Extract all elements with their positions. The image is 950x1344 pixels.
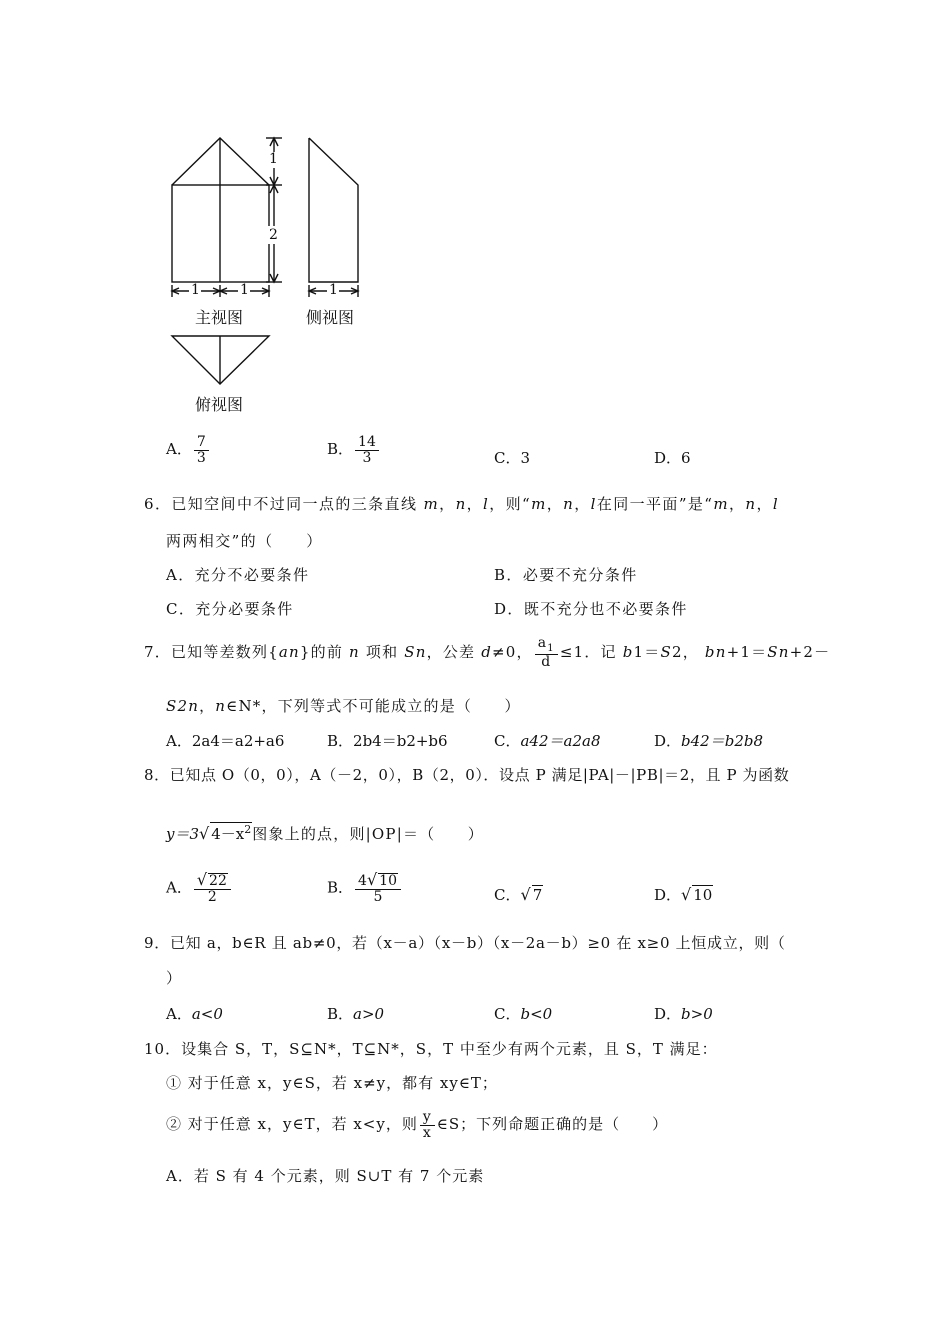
q10-condition-2 (166, 1110, 668, 1140)
stem-text: ② 对于任意 x，y∈T，若 x<y，则 (166, 1115, 418, 1134)
q5-option-d[interactable] (654, 447, 691, 468)
option-label: D． (654, 886, 682, 904)
stem-text: 在同一平面”是“ (596, 495, 714, 513)
function-prefix: y＝3 (166, 825, 200, 843)
option-label: A． (166, 732, 192, 750)
option-value: 6 (681, 449, 691, 467)
stem-text: 已知点 O（0，0），A（－2，0），B（2，0）．设点 P 满足|PA|－|PB|＝2，且 P 为函数 (169, 766, 790, 784)
var-n: n (349, 643, 360, 661)
q5-option-b[interactable] (327, 435, 381, 465)
q8-option-d[interactable] (654, 884, 713, 905)
stem-text: ≠0， (492, 643, 533, 661)
fraction: $\frac{√ 22}{2}$ (194, 872, 231, 904)
stem-text: 图象上的点，则|OP|＝（ ） (252, 825, 484, 843)
front-width-dimension (172, 285, 269, 297)
q6-option-d[interactable]: D．既不充分也不必要条件 (494, 600, 688, 618)
q7-stem-line1 (144, 636, 830, 670)
q6-stem-line2: 两两相交”的（ ） (166, 532, 323, 550)
stem-text: }的前 (299, 643, 344, 661)
sqrt-body: 10 (693, 886, 713, 904)
var-m: m (531, 495, 547, 513)
dim-label-top-height: 1 (269, 151, 278, 167)
q9-stem-line2: ） (166, 969, 182, 987)
radical-sign: √ (199, 824, 210, 843)
stem-text: 2， (671, 643, 699, 661)
q8-option-a[interactable] (166, 872, 233, 904)
q5-option-c[interactable] (494, 447, 530, 468)
front-view-label: 主视图 (195, 308, 244, 327)
q8-option-c[interactable] (494, 884, 543, 905)
option-text: a42＝a2a8 (520, 732, 601, 750)
stem-text: ≤1．记 (559, 643, 617, 661)
q7-option-a[interactable] (166, 730, 284, 751)
q6-option-a[interactable]: A．充分不必要条件 (166, 566, 310, 584)
sqrt-body: $4-x^2$ (211, 823, 252, 843)
dim-label-side-width: 1 (329, 282, 338, 298)
q6-option-c[interactable]: C．充分必要条件 (166, 600, 294, 618)
radical-sign: √ (681, 885, 692, 904)
q9-option-a[interactable] (166, 1003, 223, 1024)
option-text: a>0 (353, 1005, 385, 1023)
var-l: l (590, 495, 597, 513)
stem-text: ∈N*，下列等式不可能成立的是（ ） (226, 697, 521, 715)
option-value: 3 (520, 449, 531, 467)
front-view-drawing (172, 138, 269, 282)
q9-option-c[interactable] (494, 1003, 552, 1024)
stem-text: ∈S；下列命题正确的是（ ） (436, 1115, 669, 1134)
option-label: D． (654, 732, 682, 750)
var-l: l (772, 495, 780, 513)
var-bn: bn (704, 643, 727, 661)
comma: ， (756, 495, 773, 513)
q8-option-b[interactable] (327, 872, 403, 904)
stem-text: 设集合 S，T，S⊆N*，T⊆N*，S，T 中至少有两个元素，且 S，T 满足： (181, 1040, 718, 1058)
q10-condition-1: ① 对于任意 x，y∈S，若 x≠y，都有 xy∈T； (166, 1074, 498, 1092)
question-number: 7． (144, 643, 171, 661)
q8-stem-line1 (144, 764, 789, 785)
dim-label-front-right: 1 (240, 282, 249, 298)
var-s2n: S2n (166, 697, 200, 715)
var-l: l (483, 495, 490, 513)
question-number: 8． (144, 766, 170, 784)
stem-text: 1＝ (633, 643, 661, 661)
fraction: $\frac{14}{3}$ (355, 435, 379, 465)
option-text: 2b4＝b2+b6 (353, 732, 448, 750)
side-view-drawing (309, 138, 358, 282)
option-label: C． (494, 886, 521, 904)
three-view-figure (0, 0, 420, 420)
option-label: A． (166, 440, 192, 459)
var-n: n (455, 495, 467, 513)
side-view-label: 侧视图 (306, 308, 355, 327)
var-b: b (622, 643, 634, 661)
q7-option-b[interactable] (327, 730, 448, 751)
fraction-a1-over-d: $\frac{a_1}{d}$ (535, 636, 558, 670)
var-sn: Sn (767, 643, 790, 661)
var-d: d (481, 643, 492, 661)
dim-label-body-height: 2 (269, 227, 278, 243)
radical-sign: √ (520, 885, 531, 904)
stem-text: 已知空间中不过同一点的三条直线 (171, 495, 418, 513)
stem-text: +2－ (789, 643, 831, 661)
option-text: 2a4＝a2+a6 (191, 732, 285, 750)
q5-option-a[interactable] (166, 435, 211, 465)
option-label: B． (327, 732, 354, 750)
var-sn: Sn (404, 643, 427, 661)
dim-label-front-left: 1 (191, 282, 200, 298)
comma: ， (574, 495, 591, 513)
q7-stem-line2 (166, 695, 521, 716)
stem-text: 项和 (365, 643, 399, 661)
q10-option-a[interactable]: A．若 S 有 4 个元素，则 S∪T 有 7 个元素 (166, 1167, 485, 1185)
fraction-y-over-x: $\frac{y}{x}$ (420, 1110, 435, 1140)
option-text: b42＝b2b8 (681, 732, 764, 750)
top-view-drawing (172, 336, 269, 384)
q9-option-d[interactable] (654, 1003, 713, 1024)
option-label: B． (327, 440, 354, 459)
q8-stem-line2 (166, 822, 484, 844)
option-label: D． (654, 449, 682, 467)
option-label: B． (327, 1005, 354, 1023)
fraction: $\frac{4√ 10}{5}$ (355, 872, 401, 904)
question-number: 9． (144, 934, 170, 952)
option-label: A． (166, 878, 192, 897)
stem-text: ，则“ (489, 495, 532, 513)
question-number: 10． (144, 1040, 182, 1058)
var-an: an (278, 643, 300, 661)
question-number: 6． (144, 495, 172, 513)
var-n: n (215, 697, 227, 715)
q6-stem-line1 (144, 493, 779, 514)
option-label: C． (494, 732, 521, 750)
option-label: D． (654, 1005, 682, 1023)
option-text: b<0 (520, 1005, 553, 1023)
option-label: A． (166, 1005, 192, 1023)
q6-option-b[interactable]: B．必要不充分条件 (494, 566, 638, 584)
var-m: m (423, 495, 440, 513)
option-label: C． (494, 449, 521, 467)
var-s: S (660, 643, 672, 661)
comma: ， (728, 495, 746, 513)
q9-option-b[interactable] (327, 1003, 384, 1024)
comma: ， (546, 495, 564, 513)
stem-text: +1＝ (726, 643, 768, 661)
stem-text: ，公差 (426, 643, 476, 661)
stem-text: 已知等差数列{ (170, 643, 279, 661)
stem-text: 已知 a，b∈R 且 ab≠0，若（x－a）（x－b）（x－2a－b）≥0 在 x≥0 上恒成立，则（ (169, 934, 786, 952)
var-n: n (563, 495, 575, 513)
var-m: m (713, 495, 729, 513)
var-n: n (745, 495, 757, 513)
q10-stem-line1 (144, 1038, 718, 1059)
option-label: B． (327, 878, 354, 897)
q9-stem-line1 (144, 932, 786, 953)
stem-text: ， (199, 697, 216, 715)
comma: ， (439, 495, 456, 513)
option-label: C． (494, 1005, 521, 1023)
fraction: $\frac{7}{3}$ (194, 435, 209, 465)
comma: ， (466, 495, 484, 513)
sqrt-body: 7 (532, 886, 543, 904)
top-view-label: 俯视图 (195, 395, 244, 414)
option-text: a<0 (191, 1005, 223, 1023)
q7-option-d[interactable] (654, 730, 763, 751)
option-text: b>0 (681, 1005, 713, 1023)
q7-option-c[interactable] (494, 730, 601, 751)
